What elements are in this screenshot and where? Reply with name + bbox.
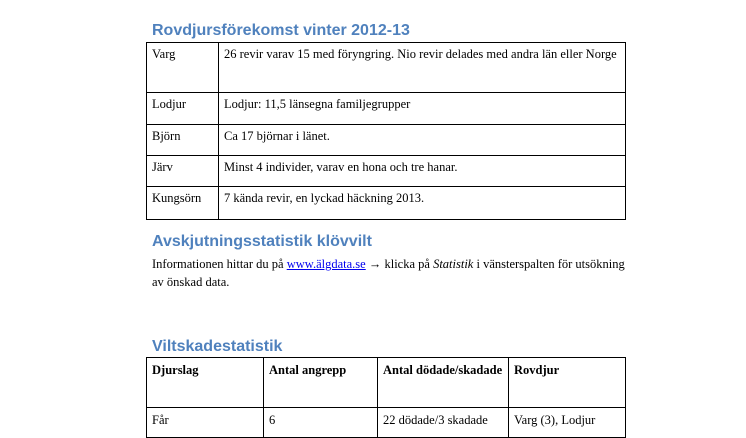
cell-rovdjur: Varg (3), Lodjur [509,408,626,438]
description-cell: 7 kända revir, en lyckad häckning 2013. [219,187,626,220]
animal-cell: Lodjur [147,93,219,125]
description-cell: Ca 17 björnar i länet. [219,125,626,156]
table-row [147,156,626,187]
table-header-row [147,358,626,408]
table-row [147,187,626,220]
para-text: i vänsterspalten för utsökning av önskad data. [152,257,625,289]
header-antal-angrepp: Antal angrepp [264,358,378,408]
heading-viltskade: Viltskadestatistik [152,338,283,355]
animal-cell: Björn [147,125,219,156]
description-cell: 26 revir varav 15 med föryngring. Nio revir delades med andra län eller Norge [219,43,626,93]
damage-table [146,357,626,438]
cell-antal: 6 [264,408,378,438]
table-row [147,125,626,156]
cell-djurslag: Får [147,408,264,438]
para-text: klicka på [381,257,434,271]
heading-avskjutning: Avskjutningsstatistik klövvilt [152,233,372,250]
header-rovdjur: Rovdjur [509,358,626,408]
header-djurslag: Djurslag [147,358,264,408]
header-antal-dodade: Antal dödade/skadade [378,358,509,408]
description-cell: Lodjur: 11,5 länsegna familjegrupper [219,93,626,125]
table-row [147,408,626,438]
description-cell: Minst 4 individer, varav en hona och tre hanar. [219,156,626,187]
table-row [147,43,626,93]
statistik-text: Statistik [433,257,474,271]
animal-cell: Kungsörn [147,187,219,220]
animal-cell: Järv [147,156,219,187]
cell-dodade: 22 dödade/3 skadade [378,408,509,438]
heading-rovdjur: Rovdjursförekomst vinter 2012-13 [152,22,410,39]
para-text: Informationen hittar du på [152,257,287,271]
predator-table [146,42,626,220]
algdata-link[interactable]: www.älgdata.se [286,257,366,271]
table-row [147,93,626,125]
arrow-icon: → [368,257,382,271]
animal-cell: Varg [147,43,219,93]
info-paragraph [152,255,632,291]
